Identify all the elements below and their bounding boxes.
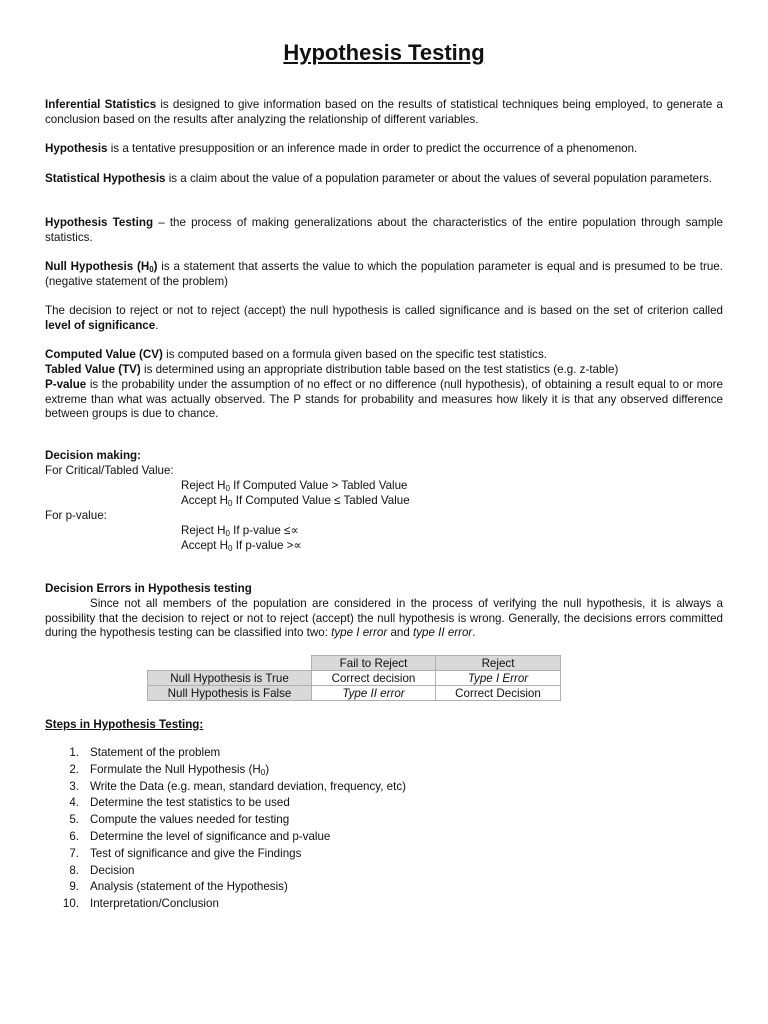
definition: is computed based on a formula given based on the specific test statistics. [162, 348, 547, 361]
def-null-hypothesis [45, 260, 723, 289]
table-cell: Type I Error [436, 671, 561, 686]
definition: is a tentative presupposition or an inference made in order to predict the occurrence of a phenomenon. [107, 142, 638, 155]
steps-list [45, 745, 406, 913]
critical-reject-rule: Reject $H_0$ If Computed Value > Tabled Value [181, 479, 408, 493]
def-significance: The decision to reject or not to reject (accept) the null hypothesis is called significance and is based on the set of criterion called level of significance. [45, 304, 723, 332]
definition: is determined using an appropriate distribution table based on the test statistics (e.g. z-table) [140, 363, 619, 376]
term: Inferential Statistics [45, 98, 157, 111]
def-inferential-statistics [45, 98, 723, 127]
term: Hypothesis [45, 142, 108, 155]
table-cell: Type II error [312, 686, 436, 701]
table-row-null-true: Null Hypothesis is True [148, 671, 312, 686]
definition: The decision to reject or not to reject (accept) the null hypothesis is called significance and is based on the set of criterion called [45, 304, 723, 317]
def-tabled-value [45, 363, 723, 378]
table-row [148, 686, 561, 701]
table-cell: Correct Decision [436, 686, 561, 701]
list-item: 8. Decision [69, 863, 135, 877]
table-corner [148, 656, 312, 671]
list-item: 1. Statement of the problem [69, 746, 221, 759]
def-hypothesis [45, 142, 723, 157]
table-row [148, 671, 561, 686]
list-item: 2. Formulate the Null Hypothesis $(H_0)$ [69, 762, 270, 777]
definition: – the process of making generalizations about the characteristics of the entire population through sample statistics. [45, 216, 724, 244]
critical-value-label: For Critical/Tabled Value: [45, 464, 174, 477]
steps-heading: Steps in Hypothesis Testing: [45, 718, 204, 731]
page-title: Hypothesis Testing [283, 40, 485, 65]
decision-error-table [147, 655, 561, 701]
table-row-null-false: Null Hypothesis is False [148, 686, 312, 701]
term: P-value [45, 378, 87, 391]
term: level of significance [45, 318, 156, 332]
decision-errors-paragraph: Since not all members of the population are considered in the process of verifying the null hypothesis, it is always a possibility that the decision to reject or not to reject (accept) the null hypothesis is wrong. Generally, the decisions errors committed during the hypothesis testing can be classified into two: type I error and type II error. [45, 597, 723, 640]
def-statistical-hypothesis [45, 172, 723, 187]
def-computed-value [45, 348, 723, 363]
term: Tabled Value (TV) [45, 363, 141, 376]
term: Computed Value (CV) [45, 348, 163, 361]
definition: is a claim about the value of a population parameter or about the values of several population parameters. [165, 172, 713, 185]
p-value-label: For p-value: [45, 509, 107, 522]
table-header-row [148, 656, 561, 671]
p-accept-rule: Accept $H_0$ If p-value >∝ [181, 539, 302, 553]
term: Null Hypothesis $(H_0)$ [45, 260, 158, 274]
list-item: 3. Write the Data (e.g. mean, standard deviation, frequency, etc) [69, 779, 406, 793]
list-item: 10. Interpretation/Conclusion [62, 897, 219, 911]
table-cell: Correct decision [312, 671, 436, 686]
table-col-fail-to-reject: Fail to Reject [312, 656, 436, 671]
list-item: 4. Determine the test statistics to be used [69, 796, 290, 810]
critical-accept-rule: Accept $H_0$ If Computed Value ≤ Tabled Value [181, 494, 410, 508]
p-reject-rule: Reject $H_0$ If p-value ≤∝ [181, 524, 299, 538]
def-hypothesis-testing [45, 216, 723, 245]
list-item: 7. Test of significance and give the Findings [69, 846, 302, 860]
definition: is a statement that asserts the value to which the population parameter is equal and is presumed to be true. (negative statement of the problem) [45, 260, 723, 288]
list-item: 6. Determine the level of significance and p-value [69, 829, 331, 843]
term: Hypothesis Testing [45, 216, 154, 229]
list-item: 5. Compute the values needed for testing [69, 813, 290, 827]
table-col-reject: Reject [436, 656, 561, 671]
term: Statistical Hypothesis [45, 172, 166, 185]
decision-errors-heading: Decision Errors in Hypothesis testing [45, 582, 252, 595]
list-item: 9. Analysis (statement of the Hypothesis) [69, 880, 288, 894]
definition: is the probability under the assumption of no effect or no difference (null hypothesis), of obtaining a result equal to or more extreme than what was actually observed. The P stands for probability and measures how likely it is that any observed difference between groups is due to chance. [45, 378, 723, 421]
decision-making-heading: Decision making: [45, 449, 141, 462]
definition: is designed to give information based on the results of statistical techniques being employed, to generate a conclusion based on the results after analyzing the relationship of different variables. [45, 98, 723, 126]
def-p-value [45, 378, 723, 422]
